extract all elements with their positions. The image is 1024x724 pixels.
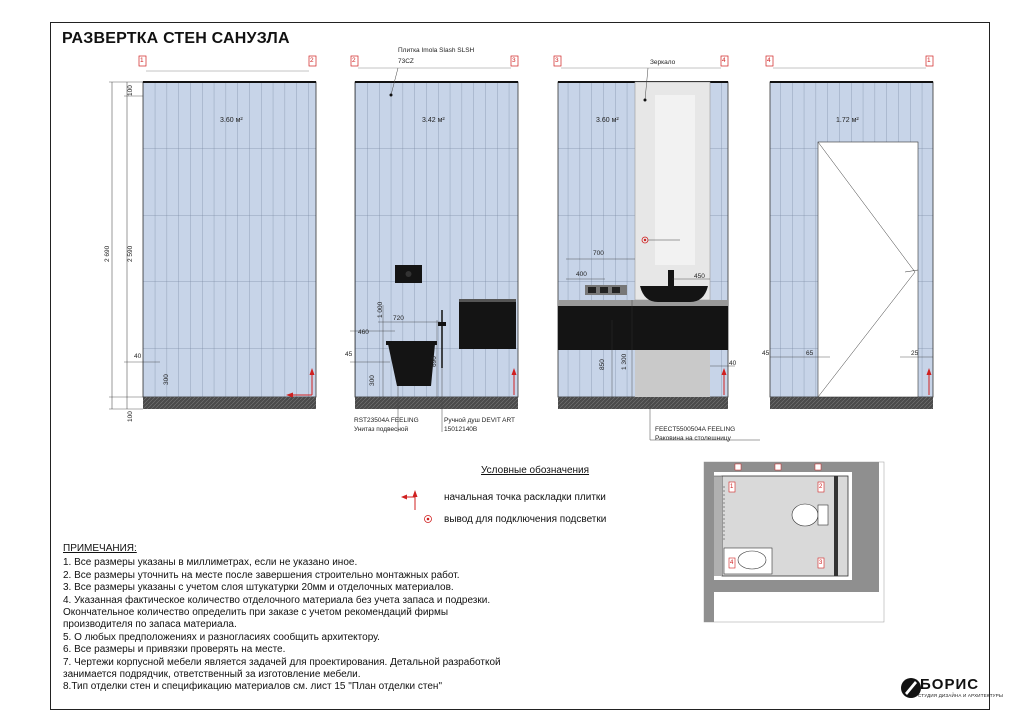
note-line: 6. Все размеры и привязки проверять на месте. <box>63 644 286 656</box>
dim-100-bottom: 100 <box>127 411 134 422</box>
wall-1-tiles <box>143 82 316 397</box>
dim-2590: 2 590 <box>127 245 134 262</box>
note-line: Окончательное количество определить при заказе с учетом рекомендаций фирмы <box>63 607 449 619</box>
note-line: 2. Все размеры уточнить на месте после завершения строительно монтажных работ. <box>63 569 460 581</box>
legend-outlet-icon <box>425 516 432 523</box>
wall-3-left-mark-label: 3 <box>555 57 559 64</box>
wall-1-left-mark-label: 1 <box>140 57 144 64</box>
note-line: 7. Чертежи корпусной мебели является задачей для проектирования. Детальной разработкой <box>63 656 501 668</box>
plan-mark-3: 3 <box>819 560 823 566</box>
wall-4-area: 1.72 м² <box>836 117 859 124</box>
dim-w3-700: 700 <box>593 250 604 257</box>
toilet-callout-line1: RST23504A FEELING <box>354 417 419 424</box>
wall-4-left-mark-label: 4 <box>767 57 771 64</box>
wall-3-right-mark-label: 4 <box>722 57 726 64</box>
shower-callout-line1: Ручной душ DEVIT ART <box>444 417 516 424</box>
wall-cabinet <box>459 302 516 349</box>
dim-w4-45: 45 <box>762 350 770 357</box>
dim-w2-45: 45 <box>345 351 353 358</box>
legend-arrow-icon <box>401 490 418 510</box>
dim-100-top: 100 <box>127 85 134 96</box>
page-title: РАЗВЕРТКА СТЕН САНУЗЛА <box>62 30 290 47</box>
dim-w3-400: 400 <box>576 271 587 278</box>
wall-2-tiles <box>355 82 518 397</box>
note-line: 1. Все размеры указаны в миллиметрах, если не указано иное. <box>63 557 358 569</box>
dim-40: 40 <box>134 353 142 360</box>
dim-w2-460: 460 <box>358 329 369 336</box>
wall-3-area: 3.60 м² <box>596 117 619 124</box>
logo-name: БОРИС <box>920 676 980 693</box>
mirror-callout: Зеркало <box>650 59 676 66</box>
legend-title: Условные обозначения <box>481 465 590 476</box>
dim-w2-690: 690 <box>431 356 438 367</box>
plan-mark-4: 4 <box>730 560 734 566</box>
vanity-countertop <box>558 306 728 350</box>
shower-callout-line2: 15012140B <box>444 426 478 433</box>
legend-item-tile-start: начальная точка раскладки плитки <box>444 492 606 503</box>
tile-callout-line1: Плитка Imola Slash SLSH <box>398 47 475 54</box>
legend-item-light-outlet: вывод для подключения подсветки <box>444 514 607 525</box>
wall-1-right-mark-label: 2 <box>310 57 314 64</box>
tile-callout-line2: 73CZ <box>398 58 414 65</box>
plan-toilet <box>792 504 818 526</box>
wall-3-floor <box>558 397 728 409</box>
dim-w2-300: 300 <box>369 375 376 386</box>
logo-subtitle: СТУДИЯ ДИЗАЙНА И АРХИТЕКТУРЫ <box>918 693 1004 698</box>
note-line: 8.Тип отделки стен и спецификацию материалов см. лист 15 "План отделки стен" <box>63 681 442 693</box>
wall-4-elevation <box>766 56 933 409</box>
wall-4-floor <box>770 397 933 409</box>
note-line: 5. О любых предположениях и разногласиях сообщить архитектору. <box>63 631 380 643</box>
wall-2-left-mark-label: 2 <box>352 57 356 64</box>
note-line: занимается подрядчик, ответственный за изготовление мебели. <box>63 669 361 681</box>
note-line: 4. Указанная фактическое количество отделочного материала без учета запаса и подрезки. <box>63 594 491 606</box>
dim-w3-40: 40 <box>729 360 737 367</box>
wall-2-right-mark-label: 3 <box>512 57 516 64</box>
wall-4-right-mark-label: 1 <box>927 57 931 64</box>
wall-3-elevation <box>554 56 760 440</box>
dim-300: 300 <box>163 374 170 385</box>
plan-mark-2: 2 <box>819 484 823 490</box>
notes-block <box>63 543 501 694</box>
dim-2690: 2 690 <box>104 245 111 262</box>
door-opening <box>818 142 918 397</box>
dim-w3-450: 450 <box>694 273 705 280</box>
dim-w2-720: 720 <box>393 315 404 322</box>
wall-1-area: 3.60 м² <box>220 117 243 124</box>
dim-w4-25: 25 <box>911 350 919 357</box>
sink-callout-line1: FEECT5500504A FEELING <box>655 426 736 433</box>
dim-w2-1000: 1 000 <box>377 301 384 318</box>
sink-callout-line2: Раковина на столешницу <box>655 435 731 442</box>
note-line: производителя по запаса материала. <box>63 619 237 631</box>
plan-mark-1: 1 <box>730 484 734 490</box>
countertop-sink <box>640 286 708 302</box>
toilet-callout-line2: Унитаз подвесной <box>354 426 409 433</box>
wall-2-area: 3.42 м² <box>422 117 445 124</box>
note-line: 3. Все размеры указаны с учетом слоя штукатурки 20мм и отделочных материалов. <box>63 582 454 594</box>
wall-1-floor <box>143 397 316 409</box>
dim-w3-1300: 1 300 <box>621 353 628 370</box>
dim-w4-65: 65 <box>806 350 814 357</box>
wall-2-floor <box>355 397 518 409</box>
notes-header: ПРИМЕЧАНИЯ: <box>63 543 137 554</box>
dim-w3-850: 850 <box>599 359 606 370</box>
